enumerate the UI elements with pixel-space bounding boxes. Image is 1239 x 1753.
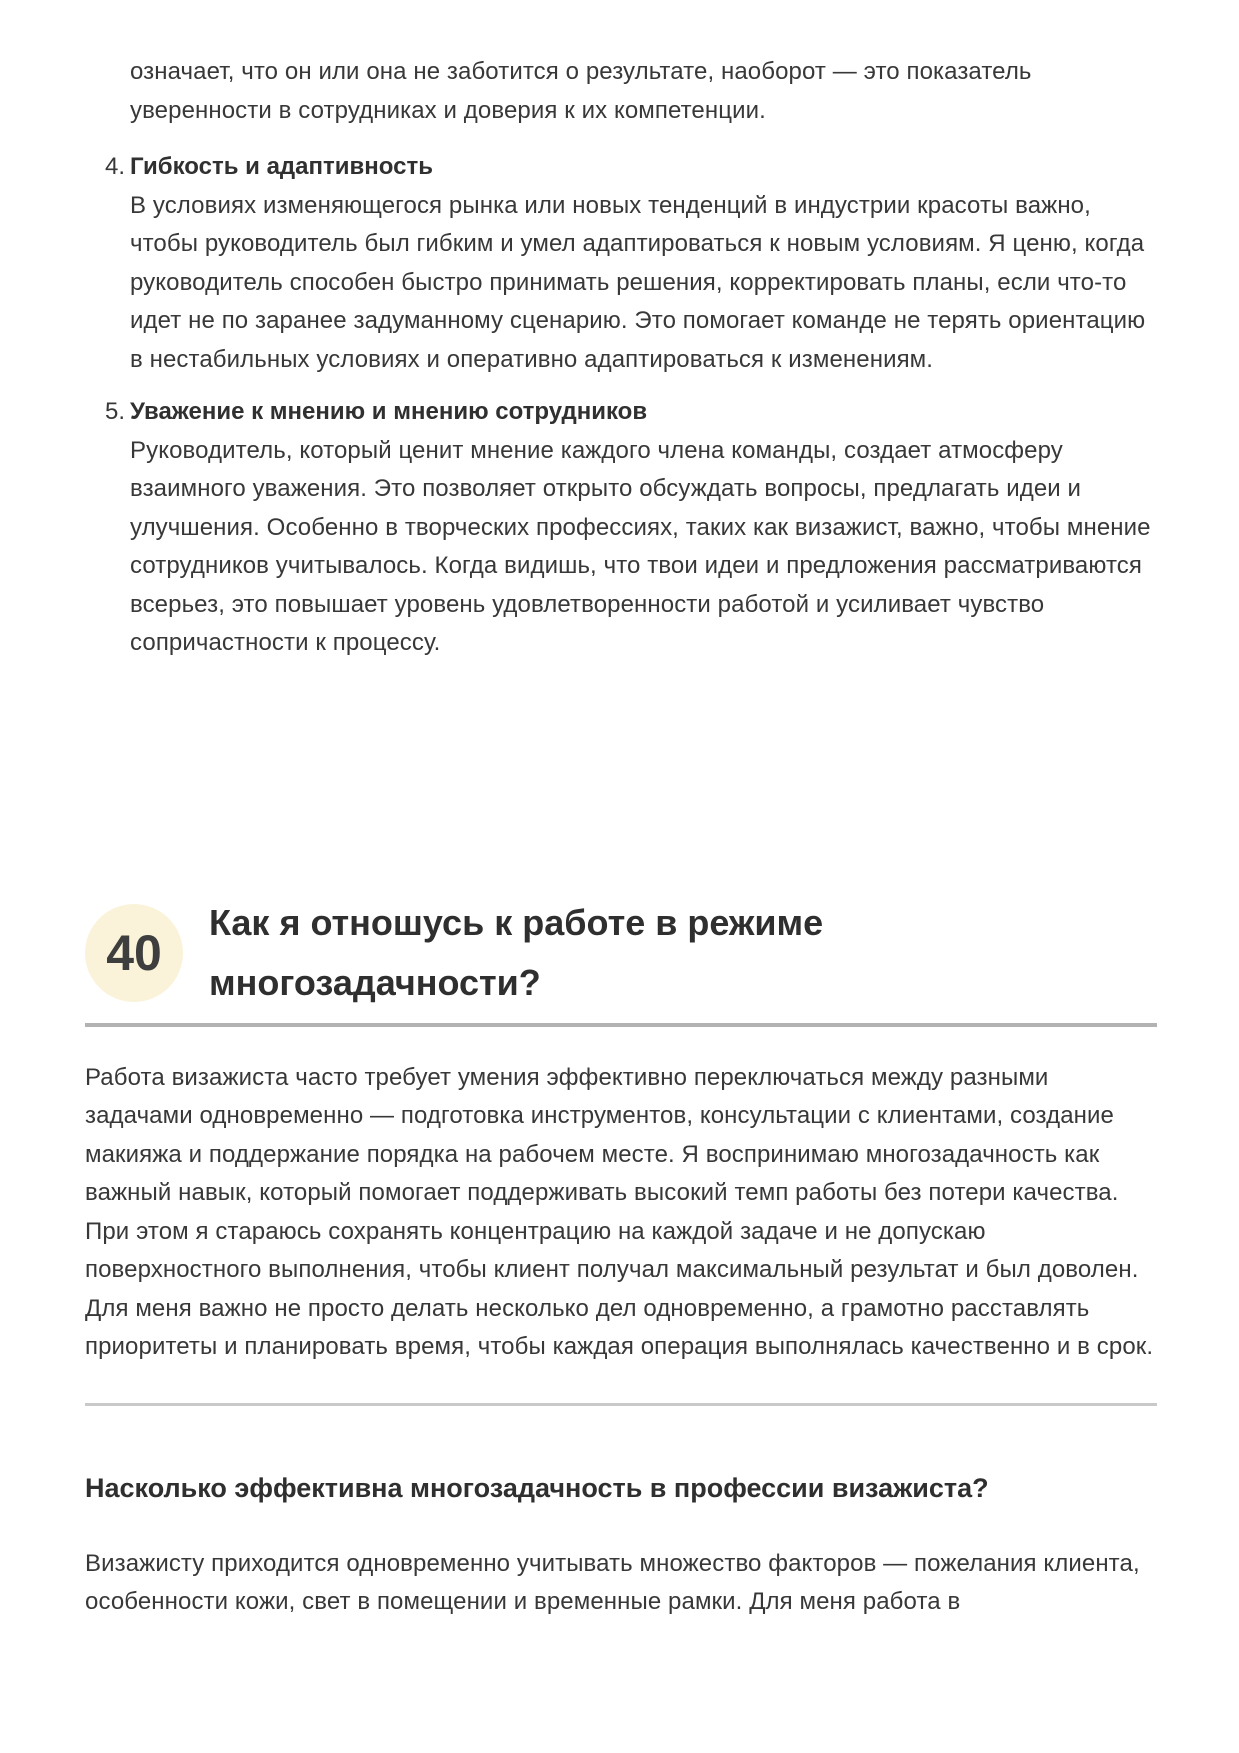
question-title: Как я отношусь к работе в режиме многозадачности? [209,901,824,1003]
subquestion-heading: Насколько эффективна многозадачность в профессии визажиста? [85,1472,989,1503]
list-item-continuation-text: означает, что он или она не заботится о результате, наоборот — это показатель уверенности в сотрудниках и доверия к их компетенции. [130,58,1032,124]
list-item-body: Руководитель, который ценит мнение каждого члена команды, создает атмосферу взаимного уважения. Это позволяет открыто обсуждать вопросы, предлагать идеи и улучшения. Особенно в творческих профессиях, таких как визажист, важно, чтобы мнение сотрудников учитывалось. Когда видишь, что твои идеи и предложения рассматриваются всерьез, это повышает уровень удовлетворенности работой и усиливает чувство сопричастности к процессу. [130,436,1151,656]
question-number-badge: 40 [85,904,183,1002]
subanswer-paragraph: Визажисту приходится одновременно учитывать множество факторов — пожелания клиента, особенности кожи, свет в помещении и временные рамки. Для меня работа в [85,1549,1140,1615]
list-item-body: В условиях изменяющегося рынка или новых тенденций в индустрии красоты важно, чтобы руководитель был гибким и умел адаптироваться к новым условиям. Я ценю, когда руководитель способен быстро принимать решения, корректировать планы, если что-то идет не по заранее задуманному сценарию. Это помогает команде не терять ориентацию в нестабильных условиях и оперативно адаптироваться к изменениям. [130,191,1146,373]
list-item-5 [85,393,1157,663]
list-item-4 [85,148,1157,379]
answer-paragraph: Работа визажиста часто требует умения эффективно переключаться между разными задачами одновременно — подготовка инструментов, консультации с клиентами, создание макияжа и поддержание порядка на рабочем месте. Я воспринимаю многозадачность как важный навык, который помогает поддерживать высокий темп работы без потери качества. При этом я стараюсь сохранять концентрацию на каждой задаче и не допускаю поверхностного выполнения, чтобы клиент получал максимальный результат и был доволен. Для меня важно не просто делать несколько дел одновременно, а грамотно расставлять приоритеты и планировать время, чтобы каждая операция выполнялась качественно и в срок. [85,1063,1154,1360]
section-divider [85,1023,1157,1027]
qualities-list [85,148,1157,663]
content-divider [85,1403,1157,1406]
list-item-number: 4. [105,153,126,180]
list-item-title: Гибкость и адаптивность [130,153,433,180]
list-item-number: 5. [105,398,126,425]
question-section [85,893,1157,1622]
list-item-title: Уважение к мнению и мнению сотрудников [130,398,648,425]
question-header [85,893,1157,1013]
